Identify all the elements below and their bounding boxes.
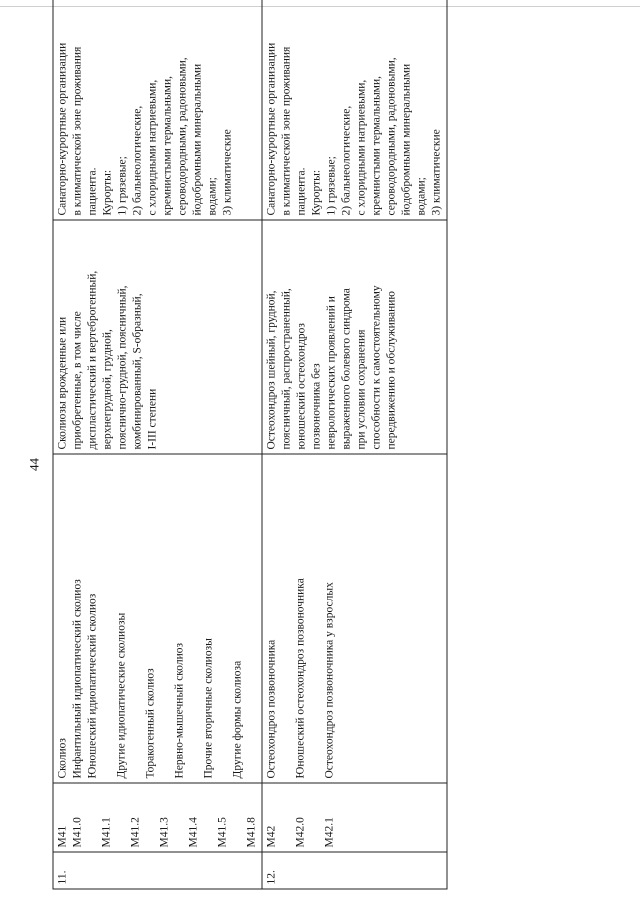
resort-line: в климатической зоне проживания [71, 46, 84, 216]
resorts-cell [262, 0, 447, 220]
description-cell [262, 220, 447, 454]
resort-line: 3) климатические [221, 129, 234, 216]
description-line: Сколиозы врожденные или [56, 316, 69, 450]
resort-line: кремнистыми термальными, [370, 76, 383, 216]
description-line: приобретенные, в том числе [71, 311, 84, 450]
description-line: неврологических проявлений и [325, 296, 338, 450]
description-line: Остеохондроз шейный, грудной, [265, 290, 278, 450]
resort-line: Санаторно-курортные организации [265, 42, 278, 216]
diagnosis-name: Другие идиопатические сколиозы [115, 612, 128, 779]
resort-line: с хлоридными натриевыми, [355, 79, 368, 216]
row-number: 11. [56, 870, 69, 885]
description-line: I-III степени [146, 388, 159, 450]
resort-line: сероводородными, радоновыми, [385, 57, 398, 216]
description-line: при условии сохранения [355, 329, 368, 450]
resort-line: йодобромными минеральными [400, 63, 413, 216]
description-line: верхнегрудной, грудной, [101, 329, 114, 450]
diagnosis-name: Сколиоз [56, 738, 69, 779]
icd-code: М41.5 [216, 817, 229, 848]
resort-line: 2) бальнеологические, [340, 105, 353, 216]
diagnosis-name: Нервно-мышечный сколиоз [173, 642, 186, 779]
description-line: комбинированный, S-образный, [131, 293, 144, 450]
row-number-cell [262, 852, 447, 889]
description-line: пояснично-грудной, поясничный, [116, 285, 129, 450]
icd-code: М41.3 [158, 817, 171, 848]
resort-line: водами; [206, 177, 219, 216]
resort-line: 1) грязевые; [325, 156, 338, 216]
resort-line: пациента. [295, 167, 308, 216]
row-number-cell [53, 852, 262, 889]
diagnosis-name: Остеохондроз позвоночника у взрослых [323, 582, 336, 779]
resort-line: йодобромными минеральными [191, 63, 204, 216]
codes-cell [262, 783, 447, 852]
landscape-table-area [26, 40, 458, 890]
icd-code: М42.1 [323, 817, 336, 848]
page-number: 44 [26, 458, 42, 471]
description-line: способности к самостоятельному [370, 285, 383, 450]
description-line: выраженного болевого синдрома [340, 288, 353, 450]
description-cell [53, 220, 262, 454]
description-line: юношеский остеохондроз [295, 323, 308, 450]
resort-line: в климатической зоне проживания [280, 46, 293, 216]
diagnosis-name: Торакогенный сколиоз [144, 668, 157, 779]
diagnosis-names-cell [262, 454, 447, 783]
row-number: 12. [265, 870, 278, 885]
icd-code: М41 [56, 825, 69, 848]
rotated-content [26, 40, 457, 890]
table-row [262, 0, 447, 889]
resort-line: водами; [415, 177, 428, 216]
diagnosis-name: Юношеский идиопатический сколиоз [86, 593, 99, 779]
icd-code: М41.1 [100, 817, 113, 848]
resort-line: с хлоридными натриевыми, [146, 79, 159, 216]
diagnosis-name: Юношеский остеохондроз позвоночника [294, 578, 307, 779]
resort-line: Курорты: [101, 169, 114, 216]
resort-line: Курорты: [310, 169, 323, 216]
resort-line: 2) бальнеологические, [131, 105, 144, 216]
diagnosis-name: Другие формы сколиоза [231, 660, 244, 779]
diagnosis-name: Прочие вторичные сколиозы [202, 638, 215, 779]
description-line: позвоночника без [310, 363, 323, 450]
icd-code: М41.4 [187, 817, 200, 848]
resort-table [53, 0, 448, 890]
table-row [53, 0, 262, 889]
resorts-cell [53, 0, 262, 220]
resort-line: Санаторно-курортные организации [56, 42, 69, 216]
diagnosis-name: Остеохондроз позвоночника [265, 639, 278, 779]
codes-cell [53, 783, 262, 852]
description-line: поясничный, распространенный, [280, 288, 293, 450]
description-line: передвижению и обслуживанию [385, 290, 398, 450]
icd-code: М42 [265, 825, 278, 848]
icd-code: М41.0 [71, 817, 84, 848]
icd-code: М41.2 [129, 817, 142, 848]
description-line: диспластический и вертеброгенный, [86, 270, 99, 450]
resort-line: 1) грязевые; [116, 156, 129, 216]
resort-line: пациента. [86, 167, 99, 216]
diagnosis-names-cell [53, 454, 262, 783]
icd-code: М41.8 [245, 817, 258, 848]
resort-line: сероводородными, радоновыми, [176, 57, 189, 216]
resort-line: 3) климатические [430, 129, 443, 216]
resort-line: кремнистыми термальными, [161, 76, 174, 216]
diagnosis-name: Инфантильный идиопатический сколиоз [71, 579, 84, 779]
icd-code: М42.0 [294, 817, 307, 848]
